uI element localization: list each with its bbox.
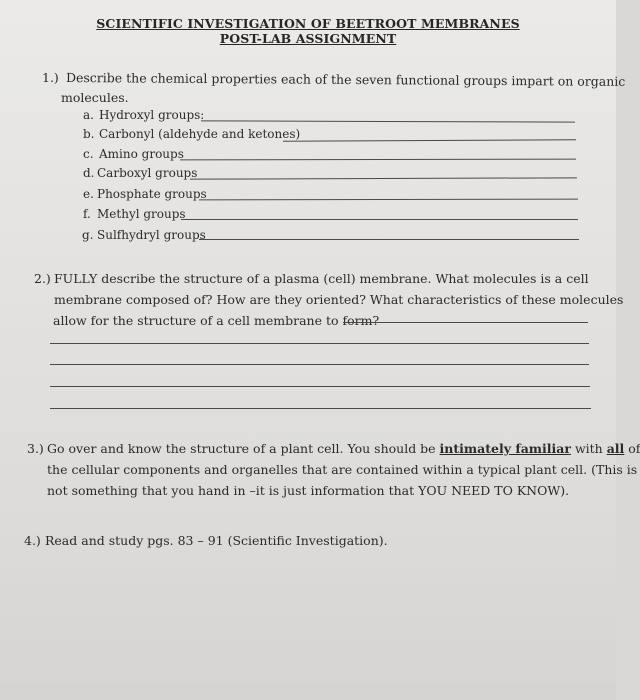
q1-item-c-label: Amino groups [99, 147, 184, 161]
q1-item-a-letter: a. [83, 108, 94, 122]
q3-emphasis-intimately-familiar: intimately familiar [439, 441, 571, 456]
worksheet-title: SCIENTIFIC INVESTIGATION OF BEETROOT MEMBRANES [96, 16, 520, 31]
q1-item-a-label: Hydroxyl groups: [99, 108, 205, 122]
q2-answer-line-1[interactable] [343, 322, 588, 323]
q2-answer-line-4[interactable] [50, 386, 590, 387]
q2-answer-line-3[interactable] [50, 364, 589, 365]
q1-item-g-label: Sulfhydryl groups [97, 228, 206, 242]
question-4-text: Read and study pgs. 83 – 91 (Scientific Investigation). [45, 533, 388, 548]
question-4-number: 4.) [24, 533, 41, 548]
q1-item-b-answer-line[interactable] [283, 139, 576, 142]
q1-item-f-letter: f. [83, 207, 91, 221]
question-2-number: 2.) [34, 271, 51, 286]
q2-answer-line-2[interactable] [50, 343, 589, 344]
question-1-text-line2: molecules. [61, 90, 129, 105]
question-2-text-line3: allow for the structure of a cell membrane to form? [53, 313, 380, 328]
question-3-text-line2: the cellular components and organelles that are contained within a typical plant cell. (This is [47, 462, 638, 477]
q3-emphasis-all: all [606, 441, 625, 456]
question-3-text-line1 [47, 441, 640, 456]
q1-item-b-letter: b. [83, 127, 95, 141]
q1-item-e-letter: e. [83, 187, 94, 201]
q1-item-f-label: Methyl groups [97, 207, 186, 221]
q1-item-a-answer-line[interactable] [201, 120, 575, 122]
q1-item-e-answer-line[interactable] [199, 199, 578, 201]
q1-item-d-answer-line[interactable] [190, 177, 577, 179]
question-1-text-line1: Describe the chemical properties each of the seven functional groups impart on organic [65, 70, 626, 89]
q1-item-c-answer-line[interactable] [180, 159, 576, 161]
q1-item-c-letter: c. [83, 147, 94, 161]
q3-line1-part-a: Go over and know the structure of a plant cell. You should be [47, 441, 440, 456]
q2-answer-line-5[interactable] [50, 408, 591, 409]
q1-item-g-answer-line[interactable] [199, 239, 579, 240]
q3-line1-part-c: of [624, 441, 640, 456]
q1-item-b-label: Carbonyl (aldehyde and ketones) [99, 127, 301, 141]
q3-line1-part-b: with [570, 441, 607, 456]
question-3-text-line3: not something that you hand in –it is just information that YOU NEED TO KNOW). [47, 483, 570, 498]
q1-item-d-letter: d. [83, 166, 95, 180]
q1-item-g-letter: g. [82, 228, 94, 242]
question-2-text-line1: FULLY describe the structure of a plasma (cell) membrane. What molecules is a cell [54, 271, 589, 286]
q1-item-e-label: Phosphate groups [97, 187, 207, 201]
q1-item-f-answer-line[interactable] [181, 219, 578, 220]
question-2-text-line2: membrane composed of? How are they oriented? What characteristics of these molecules [54, 292, 624, 307]
worksheet-subtitle: POST-LAB ASSIGNMENT [219, 31, 397, 46]
question-3-number: 3.) [27, 441, 44, 456]
q1-item-d-label: Carboxyl groups [97, 166, 198, 180]
question-1-number: 1.) [42, 70, 59, 85]
